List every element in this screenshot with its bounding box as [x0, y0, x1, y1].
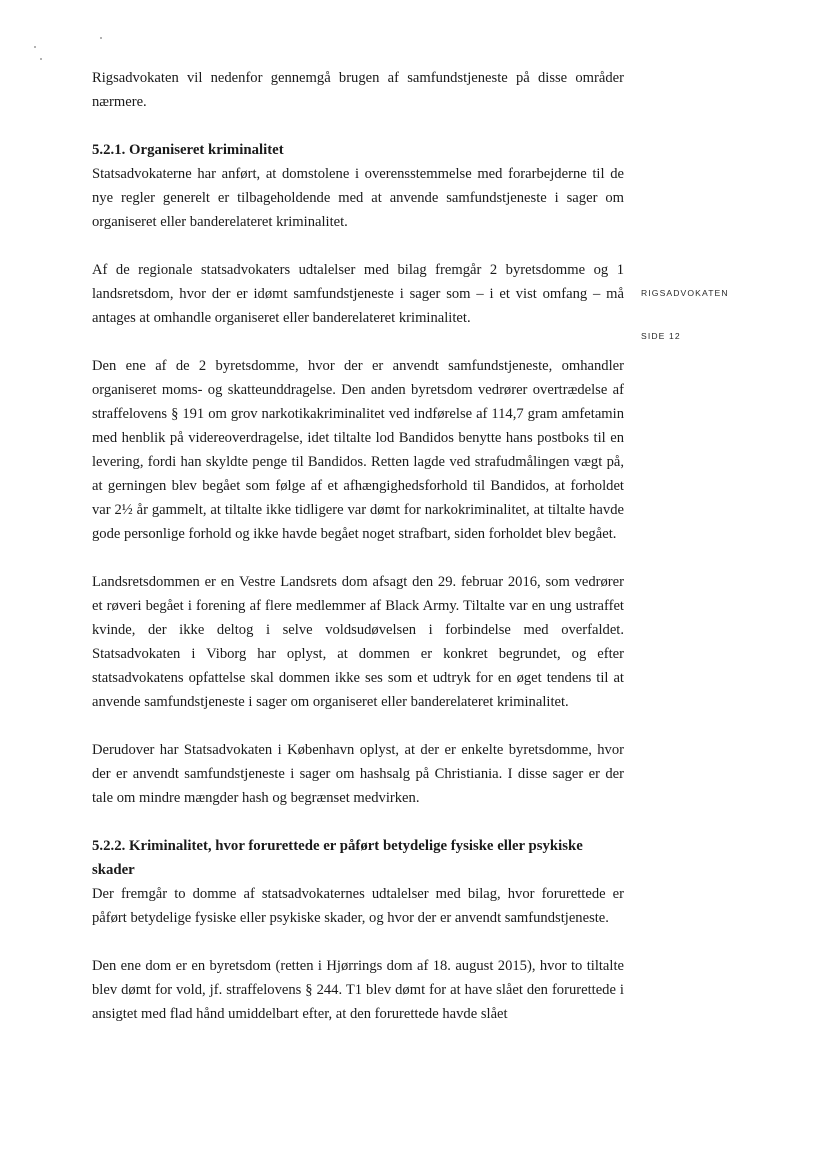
sidebar-page-number: SIDE 12	[641, 331, 681, 341]
document-body	[92, 66, 624, 1026]
scan-speck	[34, 46, 36, 48]
paragraph-byretsdom-hjoerring: Den ene dom er en byretsdom (retten i Hjørrings dom af 18. august 2015), hvor to tiltalte blev dømt for vold, jf. straffelovens § 244. T1 blev dømt for at have slået den forurettede i ansigtet med flad hånd umiddelbart efter, at den forurettede havde slået	[92, 958, 624, 1022]
sidebar-org-label: RIGSADVOKATEN	[641, 288, 729, 298]
paragraph-landsretsdom: Landsretsdommen er en Vestre Landsrets dom afsagt den 29. februar 2016, som vedrører et røveri begået i forening af flere medlemmer af Black Army. Tiltalte var en ung ustraffet kvinde, der ikke deltog i selve voldsudøvelsen i forbindelse med overfaldet. Statsadvokaten i Viborg har oplyst, at dommen er konkret begrundet, og efter statsadvokatens opfattelse skal dommen ikke ses som et udtryk for en øget tendens til at anvende samfundstjeneste i sager om organiseret eller banderelateret kriminalitet.	[92, 574, 624, 710]
paragraph-intro: Rigsadvokaten vil nedenfor gennemgå brugen af samfundstjeneste på disse områder nærmere.	[92, 70, 624, 110]
paragraph-to-domme: Der fremgår to domme af statsadvokaternes udtalelser med bilag, hvor forurettede er påført betydelige fysiske eller psykiske skader, og hvor der er anvendt samfundstjeneste.	[92, 886, 624, 926]
section-heading-5-2-2: 5.2.2. Kriminalitet, hvor forurettede er påført betydelige fysiske eller psykiske skader	[92, 838, 583, 878]
paragraph-domme-oversigt: Af de regionale statsadvokaters udtalelser med bilag fremgår 2 byretsdomme og 1 landsretsdom, hvor der er idømt samfundstjeneste i sager som – i et vist omfang – må antages at omhandle organiseret eller banderelateret kriminalitet.	[92, 262, 624, 326]
paragraph-byretsdomme: Den ene af de 2 byretsdomme, hvor der er anvendt samfundstjeneste, omhandler organiseret moms- og skatteunddragelse. Den anden byretsdom vedrører overtrædelse af straffelovens § 191 om grov narkotikakriminalitet ved indførelse af 114,7 gram amfetamin med henblik på videreoverdragelse, idet tiltalte lod Bandidos benytte hans postboks til en levering, fordi han skyldte penge til Bandidos. Retten lagde ved strafudmålingen vægt på, at gerningen blev begået som følge af et afhængighedsforhold til Bandidos, at forholdet var 2½ år gammelt, at tiltalte ikke tidligere var dømt for narkokriminalitet, at tiltalte havde gode personlige forhold og ikke havde begået noget strafbart, siden forholdet blev begået.	[92, 358, 624, 542]
paragraph-tilbageholdende: Statsadvokaterne har anført, at domstolene i overensstemmelse med forarbejderne til de nye regler generelt er tilbageholdende med at anvende samfundstjeneste i sager om organiseret eller banderelateret kriminalitet.	[92, 166, 624, 230]
section-heading-5-2-1: 5.2.1. Organiseret kriminalitet	[92, 142, 284, 158]
scan-speck	[100, 37, 102, 39]
paragraph-christiania: Derudover har Statsadvokaten i København oplyst, at der er enkelte byretsdomme, hvor der er anvendt samfundstjeneste i sager om hashsalg på Christiania. I disse sager er der tale om mindre mængder hash og begrænset medvirken.	[92, 742, 624, 806]
scan-speck	[40, 58, 42, 60]
